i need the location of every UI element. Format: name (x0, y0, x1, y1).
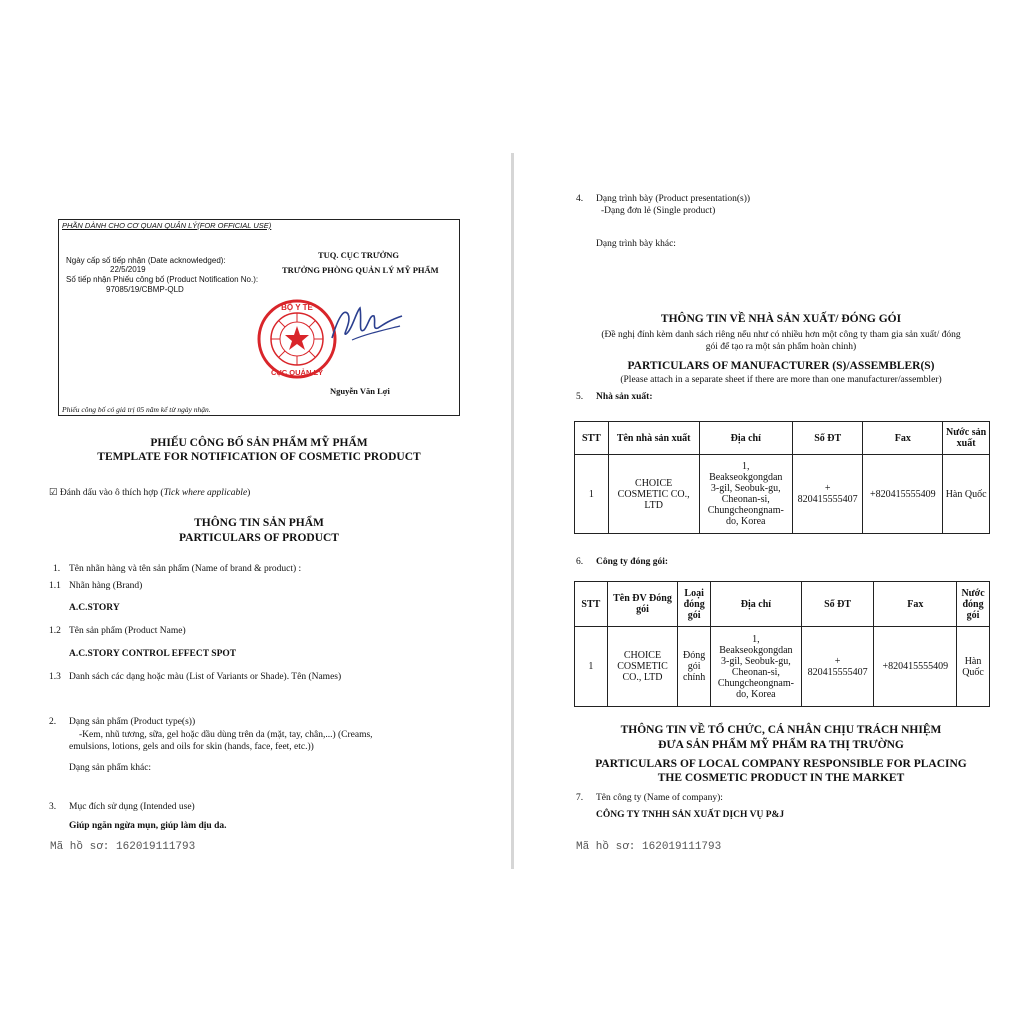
manufacturer-note-vi-1: (Đề nghị đính kèm danh sách riêng nếu như có nhiều hơn một công ty tham gia sản xuất/ đóng (601, 330, 961, 340)
table-header-cell: Số ĐT (801, 582, 874, 627)
manufacturer-title-vi: THÔNG TIN VỀ NHÀ SẢN XUẤT/ ĐÓNG GÓI (660, 313, 902, 325)
table-header-cell: Fax (863, 422, 943, 455)
item-1-1-number: 1.1 (49, 581, 61, 591)
product-name-value: A.C.STORY CONTROL EFFECT SPOT (69, 649, 237, 659)
notification-number-label: Số tiếp nhận Phiếu công bố (Product Notification No.): (66, 275, 259, 284)
item-4-label: Dạng trình bày (Product presentation(s)) (596, 194, 751, 204)
item-6-label: Công ty đóng gói: (596, 557, 669, 567)
table-header-cell: Nước sản xuất (943, 422, 990, 455)
brand-value: A.C.STORY (69, 603, 120, 613)
item-4-number: 4. (576, 194, 584, 204)
item-1-3-label: Danh sách các dạng hoặc màu (List of Variants or Shade). Tên (Names) (69, 672, 342, 682)
company-name-value: CÔNG TY TNHH SẢN XUẤT DỊCH VỤ P&J (596, 810, 785, 820)
table-header-row (575, 582, 990, 627)
table-cell-fax: +820415555409 (874, 627, 957, 707)
manufacturer-note-en: (Please attach in a separate sheet if there are more than one manufacturer/assembler) (620, 375, 942, 385)
file-number-left: Mã hồ sơ: 162019111793 (50, 841, 196, 853)
local-title-en-1: PARTICULARS OF LOCAL COMPANY RESPONSIBLE FOR PLACING (595, 758, 967, 770)
table-header-cell: STT (575, 582, 608, 627)
table-header-cell: Tên nhà sản xuất (608, 422, 699, 455)
notification-number-value: 97085/19/CBMP-QLD (106, 285, 184, 294)
table-header-cell: Tên ĐV Đóng gói (607, 582, 678, 627)
local-title-vi-1: THÔNG TIN VỀ TỔ CHỨC, CÁ NHÂN CHỊU TRÁCH NHIỆM (620, 724, 942, 736)
table-cell-phone: + 820415555407 (801, 627, 874, 707)
table-cell-name: CHOICE COSMETIC CO., LTD (607, 627, 678, 707)
table-cell-stt: 1 (575, 627, 608, 707)
item-3-label: Mục đích sử dụng (Intended use) (69, 802, 195, 812)
table-cell-phone: + 820415555407 (793, 455, 863, 534)
item-4-value: -Dạng đơn lẻ (Single product) (601, 206, 716, 216)
item-7-number: 7. (576, 793, 584, 803)
signer-title-1: TUQ. CỤC TRƯỞNG (318, 250, 399, 260)
item-5-number: 5. (576, 392, 584, 402)
date-acknowledged-value: 22/5/2019 (110, 265, 146, 274)
title-en: TEMPLATE FOR NOTIFICATION OF COSMETIC PRODUCT (97, 451, 421, 463)
local-title-vi-2: ĐƯA SẢN PHẨM MỸ PHẨM RA THỊ TRƯỜNG (658, 739, 904, 751)
table-header-cell: Địa chỉ (699, 422, 792, 455)
date-acknowledged-label: Ngày cấp số tiếp nhận (Date acknowledged): (66, 256, 226, 265)
item-1-number: 1. (53, 564, 61, 574)
stamp-bottom-text: CỤC QUẢN LÝ (270, 368, 324, 377)
item-6-number: 6. (576, 557, 584, 567)
signer-name: Nguyễn Văn Lợi (330, 386, 390, 396)
packager-table (574, 581, 990, 707)
manufacturer-note-vi-2: gói để tạo ra một sản phẩm hoàn chỉnh) (705, 342, 857, 352)
table-row (575, 627, 990, 707)
table-cell-address: 1, Beakseokgongdan 3-gil, Seobuk-gu, Cheonan-si, Chungcheongnam- do, Korea (699, 455, 792, 534)
tick-instruction: ☑ Đánh dấu vào ô thích hợp (Tick where applicable) (49, 488, 251, 498)
table-header-cell: STT (575, 422, 609, 455)
item-1-label: Tên nhãn hàng và tên sản phẩm (Name of brand & product) : (69, 564, 302, 574)
title-vi: PHIẾU CÔNG BỐ SẢN PHẨM MỸ PHẨM (150, 437, 368, 449)
item-2-value-line-1: -Kem, nhũ tương, sữa, gel hoặc dầu dùng trên da (mặt, tay, chân,...) (Creams, (79, 730, 373, 740)
item-3-number: 3. (49, 802, 57, 812)
manufacturer-title-en: PARTICULARS OF MANUFACTURER (S)/ASSEMBLER(S) (627, 360, 935, 372)
item-2-value-line-2: emulsions, lotions, gels and oils for skin (hands, face, feet, etc.)) (69, 742, 314, 752)
section-product-en: PARTICULARS OF PRODUCT (179, 532, 339, 544)
table-header-cell: Số ĐT (793, 422, 863, 455)
table-header-cell: Loại đóng gói (678, 582, 711, 627)
item-5-label: Nhà sản xuất: (596, 392, 653, 402)
item-1-2-label: Tên sản phẩm (Product Name) (69, 626, 186, 636)
table-header-cell: Địa chỉ (711, 582, 802, 627)
table-header-cell: Nước đóng gói (957, 582, 990, 627)
table-cell-stt: 1 (575, 455, 609, 534)
item-2-label: Dạng sản phẩm (Product type(s)) (69, 717, 196, 727)
table-cell-address: 1, Beakseokgongdan 3-gil, Seobuk-gu, Cheonan-si, Chungcheongnam- do, Korea (711, 627, 802, 707)
manufacturer-table (574, 421, 990, 534)
signer-title-2: TRƯỞNG PHÒNG QUẢN LÝ MỸ PHẨM (282, 265, 439, 275)
page-divider (511, 153, 514, 869)
checkbox-checked-icon: ☑ (49, 488, 58, 498)
file-number-right: Mã hồ sơ: 162019111793 (576, 841, 722, 853)
signature (326, 300, 406, 346)
item-4-other: Dạng trình bày khác: (596, 239, 676, 249)
table-cell-country: Hàn Quốc (957, 627, 990, 707)
table-header-row (575, 422, 990, 455)
table-header-cell: Fax (874, 582, 957, 627)
intended-use-value: Giúp ngăn ngừa mụn, giúp làm dịu da. (69, 821, 227, 831)
validity-note: Phiếu công bố có giá trị 05 năm kể từ ngày nhận. (62, 405, 211, 414)
table-cell-type: Đóng gói chính (678, 627, 711, 707)
item-1-1-label: Nhãn hàng (Brand) (69, 581, 143, 591)
item-2-other: Dạng sản phẩm khác: (69, 763, 152, 773)
table-cell-country: Hàn Quốc (943, 455, 990, 534)
official-use-header: PHẦN DÀNH CHO CƠ QUAN QUẢN LÝ(FOR OFFICIAL USE) (62, 221, 272, 230)
table-cell-name: CHOICE COSMETIC CO., LTD (608, 455, 699, 534)
item-1-2-number: 1.2 (49, 626, 61, 636)
table-row (575, 455, 990, 534)
item-2-number: 2. (49, 717, 57, 727)
section-product-vi: THÔNG TIN SẢN PHẨM (194, 517, 324, 529)
table-cell-fax: +820415555409 (863, 455, 943, 534)
item-1-3-number: 1.3 (49, 672, 61, 682)
stamp-top-text: BỘ Y TẾ (281, 303, 313, 312)
item-7-label: Tên công ty (Name of company): (596, 793, 723, 803)
local-title-en-2: THE COSMETIC PRODUCT IN THE MARKET (657, 772, 905, 784)
